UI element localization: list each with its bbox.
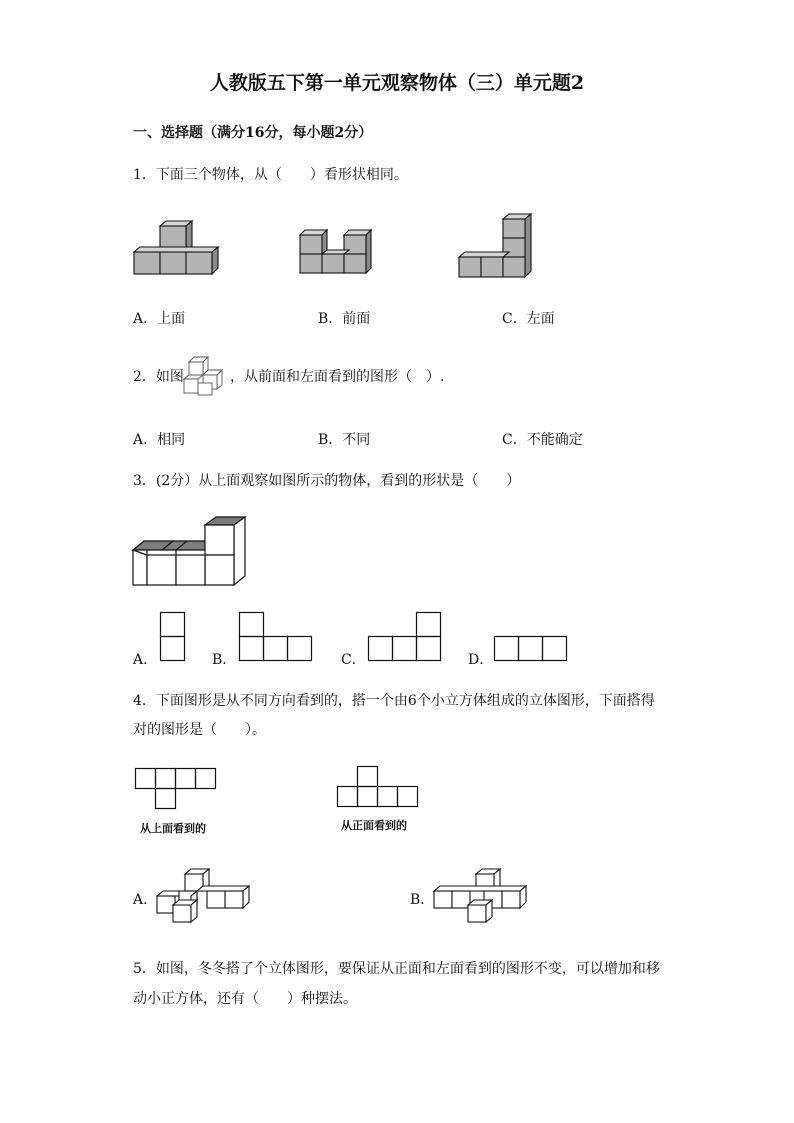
q1-option-b[interactable]: B．前面 <box>318 311 371 327</box>
q4-option-a[interactable]: A． <box>133 892 158 908</box>
page-title: 人教版五下第一单元观察物体（三）单元题2 <box>209 72 585 94</box>
q1-figure-2 <box>300 228 380 276</box>
q4-option-b[interactable]: B． <box>410 892 435 908</box>
q2-option-b[interactable]: B．不同 <box>318 432 371 448</box>
q3-option-c-figure <box>368 612 443 662</box>
q3-option-d-figure <box>494 636 569 662</box>
q3-option-c[interactable]: C． <box>341 652 366 668</box>
question-3-stem: 3．(2分）从上面观察如图所示的物体，看到的形状是（ ） <box>133 473 521 489</box>
question-2-stem-after: ，从前面和左面看到的图形（ ）. <box>230 369 445 385</box>
q1-option-c[interactable]: C．左面 <box>502 311 555 327</box>
q4-front-view-figure <box>337 766 421 810</box>
question-5-stem-line-1: 5．如图，冬冬搭了个立体图形，要保证从正面和左面看到的图形不变，可以增加和移 <box>133 961 660 977</box>
q2-option-c[interactable]: C．不能确定 <box>502 432 583 448</box>
section-heading: 一、选择题（满分16分，每小题2分） <box>133 125 373 141</box>
q4-top-view-figure <box>135 768 219 812</box>
question-5-stem-line-2: 动小正方体，还有（ ）种摆法。 <box>133 991 357 1007</box>
q3-option-a-figure <box>160 612 186 662</box>
q2-option-a[interactable]: A．相同 <box>133 432 186 448</box>
q3-object-figure <box>133 517 237 587</box>
q4-option-b-figure <box>434 864 530 926</box>
question-4-stem-line-2: 对的图形是（ ）。 <box>133 722 266 738</box>
q3-option-b[interactable]: B． <box>212 652 237 668</box>
question-2-stem-before: 2．如图 <box>133 369 184 385</box>
q4-front-view-caption: 从正面看到的 <box>341 819 407 832</box>
q3-option-d[interactable]: D． <box>468 652 494 668</box>
q1-figure-1 <box>134 220 224 276</box>
q4-top-view-caption: 从上面看到的 <box>140 822 206 835</box>
question-4-stem-line-1: 4．下面图形是从不同方向看到的，搭一个由6个小立方体组成的立体图形，下面搭得 <box>133 693 655 709</box>
q1-option-a[interactable]: A．上面 <box>133 311 186 327</box>
q3-option-a[interactable]: A． <box>133 652 158 668</box>
question-1-stem: 1．下面三个物体，从（ ）看形状相同。 <box>133 167 408 183</box>
q3-option-b-figure <box>239 612 314 662</box>
q4-option-a-figure <box>157 864 253 926</box>
q1-figure-3 <box>459 213 539 279</box>
q2-inline-cube-figure <box>184 356 230 398</box>
